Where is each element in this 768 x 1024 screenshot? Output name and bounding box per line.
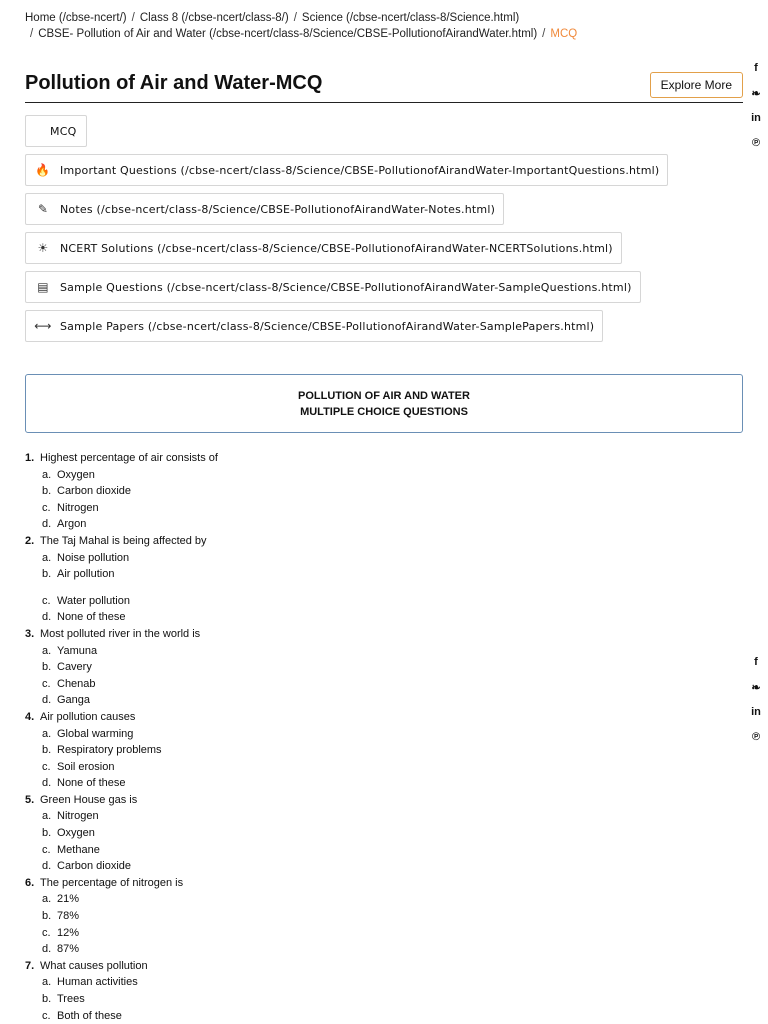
facebook-icon[interactable]: f: [754, 62, 758, 74]
question-text: The Taj Mahal is being affected by: [40, 534, 207, 547]
answer-option: [25, 676, 725, 693]
facebook-icon[interactable]: f: [754, 656, 758, 668]
answer-option: [25, 842, 725, 859]
answer-option: [25, 941, 725, 958]
question-item: [25, 958, 725, 975]
question-item: [25, 533, 725, 550]
explore-more-button[interactable]: Explore More: [650, 72, 743, 98]
answer-option: [25, 1008, 725, 1024]
question-item: [25, 709, 725, 726]
option-text: Yamuna: [57, 644, 98, 657]
option-letter: b.: [42, 993, 52, 1005]
option-text: Oxygen: [57, 827, 95, 840]
option-text: Carbon dioxide: [57, 485, 131, 498]
answer-option: [25, 825, 725, 842]
breadcrumb-separator: /: [542, 28, 546, 40]
option-letter: b.: [42, 485, 52, 498]
option-text: 78%: [57, 910, 80, 923]
answer-option: [25, 991, 725, 1008]
option-text: 21%: [57, 893, 80, 906]
option-text: Nitrogen: [57, 810, 99, 823]
option-letter: a.: [42, 810, 52, 823]
answer-option: [25, 775, 725, 792]
link-label: Notes (/cbse-ncert/class-8/Science/CBSE-PollutionofAirandWater-Notes.html): [60, 202, 496, 216]
question-text: What causes pollution: [40, 959, 148, 972]
question-number: 1.: [25, 452, 35, 464]
option-text: Global warming: [57, 727, 134, 740]
answer-option: [25, 609, 725, 626]
option-letter: c.: [42, 1009, 51, 1022]
answer-option: [25, 925, 725, 942]
option-text: Respiratory problems: [57, 744, 162, 757]
option-text: None of these: [57, 777, 126, 790]
option-letter: d.: [42, 860, 52, 873]
answer-option: [25, 692, 725, 709]
heading-line2: MULTIPLE CHOICE QUESTIONS: [300, 406, 468, 418]
option-letter: d.: [42, 943, 52, 956]
answer-option: [25, 891, 725, 908]
option-text: Soil erosion: [57, 760, 115, 773]
question-number: 3.: [25, 627, 35, 640]
option-letter: c.: [42, 594, 51, 607]
option-text: Human activities: [57, 976, 138, 989]
twitter-icon[interactable]: ❧: [751, 682, 761, 694]
option-letter: b.: [42, 827, 52, 840]
answer-option: [25, 550, 725, 567]
dumbbell-icon: ⟷: [34, 319, 52, 333]
link-ncert-solutions[interactable]: [25, 232, 622, 264]
breadcrumb-separator: /: [30, 28, 34, 40]
option-letter: c.: [42, 926, 51, 939]
option-letter: a.: [42, 468, 52, 481]
option-text: Chenab: [57, 677, 96, 690]
option-letter: c.: [42, 843, 51, 856]
option-letter: a.: [42, 976, 52, 989]
document-icon: ▤: [37, 280, 49, 294]
question-number: 4.: [25, 710, 35, 723]
question-item: [25, 792, 725, 809]
option-letter: b.: [42, 661, 52, 674]
link-label: MCQ: [50, 124, 77, 138]
question-number: 7.: [25, 959, 35, 972]
option-text: 12%: [57, 926, 80, 939]
option-letter: d.: [42, 518, 52, 531]
social-share-top: [748, 62, 764, 162]
question-item: [25, 450, 725, 467]
link-sample-papers[interactable]: [25, 310, 603, 342]
answer-option: [25, 858, 725, 875]
question-text: Green House gas is: [40, 793, 138, 806]
option-letter: a.: [42, 727, 52, 740]
answer-option: [25, 742, 725, 759]
link-notes[interactable]: [25, 193, 504, 225]
lightbulb-icon: ☀: [37, 241, 49, 255]
social-share-bottom: [748, 656, 764, 756]
question-list: [25, 450, 725, 1024]
link-label: Important Questions (/cbse-ncert/class-8/Science/CBSE-PollutionofAirandWater-ImportantQuestions.html): [60, 163, 660, 177]
answer-option: [25, 808, 725, 825]
option-letter: b.: [42, 568, 52, 581]
breadcrumb-current: MCQ: [550, 28, 578, 40]
option-text: Trees: [57, 993, 85, 1005]
answer-option: [25, 659, 725, 676]
option-text: Cavery: [57, 661, 92, 674]
flame-icon: 🔥: [35, 163, 51, 177]
breadcrumb-science-link[interactable]: Science (/cbse-ncert/class-8/Science.html): [301, 12, 520, 24]
twitter-icon[interactable]: ❧: [751, 88, 761, 100]
question-text: Most polluted river in the world is: [40, 627, 201, 640]
section-heading: [25, 374, 743, 433]
answer-option: [25, 974, 725, 991]
resource-links: [25, 115, 668, 349]
breadcrumb-home-link[interactable]: Home (/cbse-ncert/): [25, 12, 127, 24]
answer-option: [25, 566, 725, 583]
option-letter: d.: [42, 611, 52, 624]
answer-option: [25, 759, 725, 776]
option-letter: a.: [42, 893, 52, 906]
linkedin-icon[interactable]: in: [751, 706, 761, 718]
link-important-questions[interactable]: [25, 154, 668, 186]
option-text: Carbon dioxide: [57, 860, 131, 873]
answer-option: [25, 908, 725, 925]
option-text: Water pollution: [57, 594, 130, 607]
question-number: 5.: [25, 793, 35, 806]
option-letter: c.: [42, 677, 51, 690]
title-row: [25, 70, 743, 103]
option-text: Both of these: [57, 1009, 122, 1022]
option-text: Argon: [57, 518, 87, 531]
link-label: Sample Papers (/cbse-ncert/class-8/Science/CBSE-PollutionofAirandWater-SamplePapers.html): [60, 319, 595, 333]
option-letter: b.: [42, 910, 52, 923]
link-label: NCERT Solutions (/cbse-ncert/class-8/Science/CBSE-PollutionofAirandWater-NCERTSolutions.html): [60, 241, 613, 255]
answer-option: [25, 593, 725, 610]
link-sample-questions[interactable]: [25, 271, 641, 303]
option-letter: d.: [42, 694, 52, 707]
option-text: Methane: [57, 843, 100, 856]
answer-option: [25, 516, 725, 533]
pinterest-icon[interactable]: ℗: [751, 731, 761, 743]
question-text: Air pollution causes: [40, 710, 136, 723]
answer-option: [25, 483, 725, 500]
breadcrumb-separator: /: [131, 12, 135, 24]
option-text: None of these: [57, 611, 126, 624]
question-item: [25, 626, 725, 643]
question-item: [25, 875, 725, 892]
answer-option: [25, 500, 725, 517]
answer-option: [25, 726, 725, 743]
answer-option: [25, 643, 725, 660]
option-letter: a.: [42, 644, 52, 657]
option-letter: c.: [42, 501, 51, 514]
option-letter: d.: [42, 777, 52, 790]
heading-line1: POLLUTION OF AIR AND WATER: [298, 390, 470, 402]
page-title: Pollution of Air and Water-MCQ: [25, 72, 323, 94]
breadcrumb-chapter-link[interactable]: CBSE- Pollution of Air and Water (/cbse-ncert/class-8/Science/CBSE-PollutionofAirandWater.html): [38, 28, 538, 40]
notes-icon: ✎: [37, 202, 49, 216]
option-letter: c.: [42, 760, 51, 773]
option-letter: b.: [42, 744, 52, 757]
spacer: [25, 583, 725, 593]
question-text: The percentage of nitrogen is: [40, 876, 184, 889]
option-text: Oxygen: [57, 468, 95, 481]
breadcrumb: [25, 10, 725, 42]
breadcrumb-separator: /: [293, 12, 297, 24]
pinterest-icon[interactable]: ℗: [751, 137, 761, 149]
option-text: 87%: [57, 943, 80, 956]
linkedin-icon[interactable]: in: [751, 112, 761, 124]
question-number: 2.: [25, 534, 35, 547]
question-text: Highest percentage of air consists of: [40, 452, 218, 464]
link-mcq[interactable]: [25, 115, 87, 147]
option-letter: a.: [42, 551, 52, 564]
option-text: Nitrogen: [57, 501, 99, 514]
breadcrumb-class8-link[interactable]: Class 8 (/cbse-ncert/class-8/): [139, 12, 289, 24]
option-text: Ganga: [57, 694, 91, 707]
option-text: Noise pollution: [57, 551, 130, 564]
link-label: Sample Questions (/cbse-ncert/class-8/Science/CBSE-PollutionofAirandWater-SampleQuestions.html): [60, 280, 632, 294]
option-text: Air pollution: [57, 568, 115, 581]
answer-option: [25, 467, 725, 484]
question-number: 6.: [25, 876, 35, 889]
